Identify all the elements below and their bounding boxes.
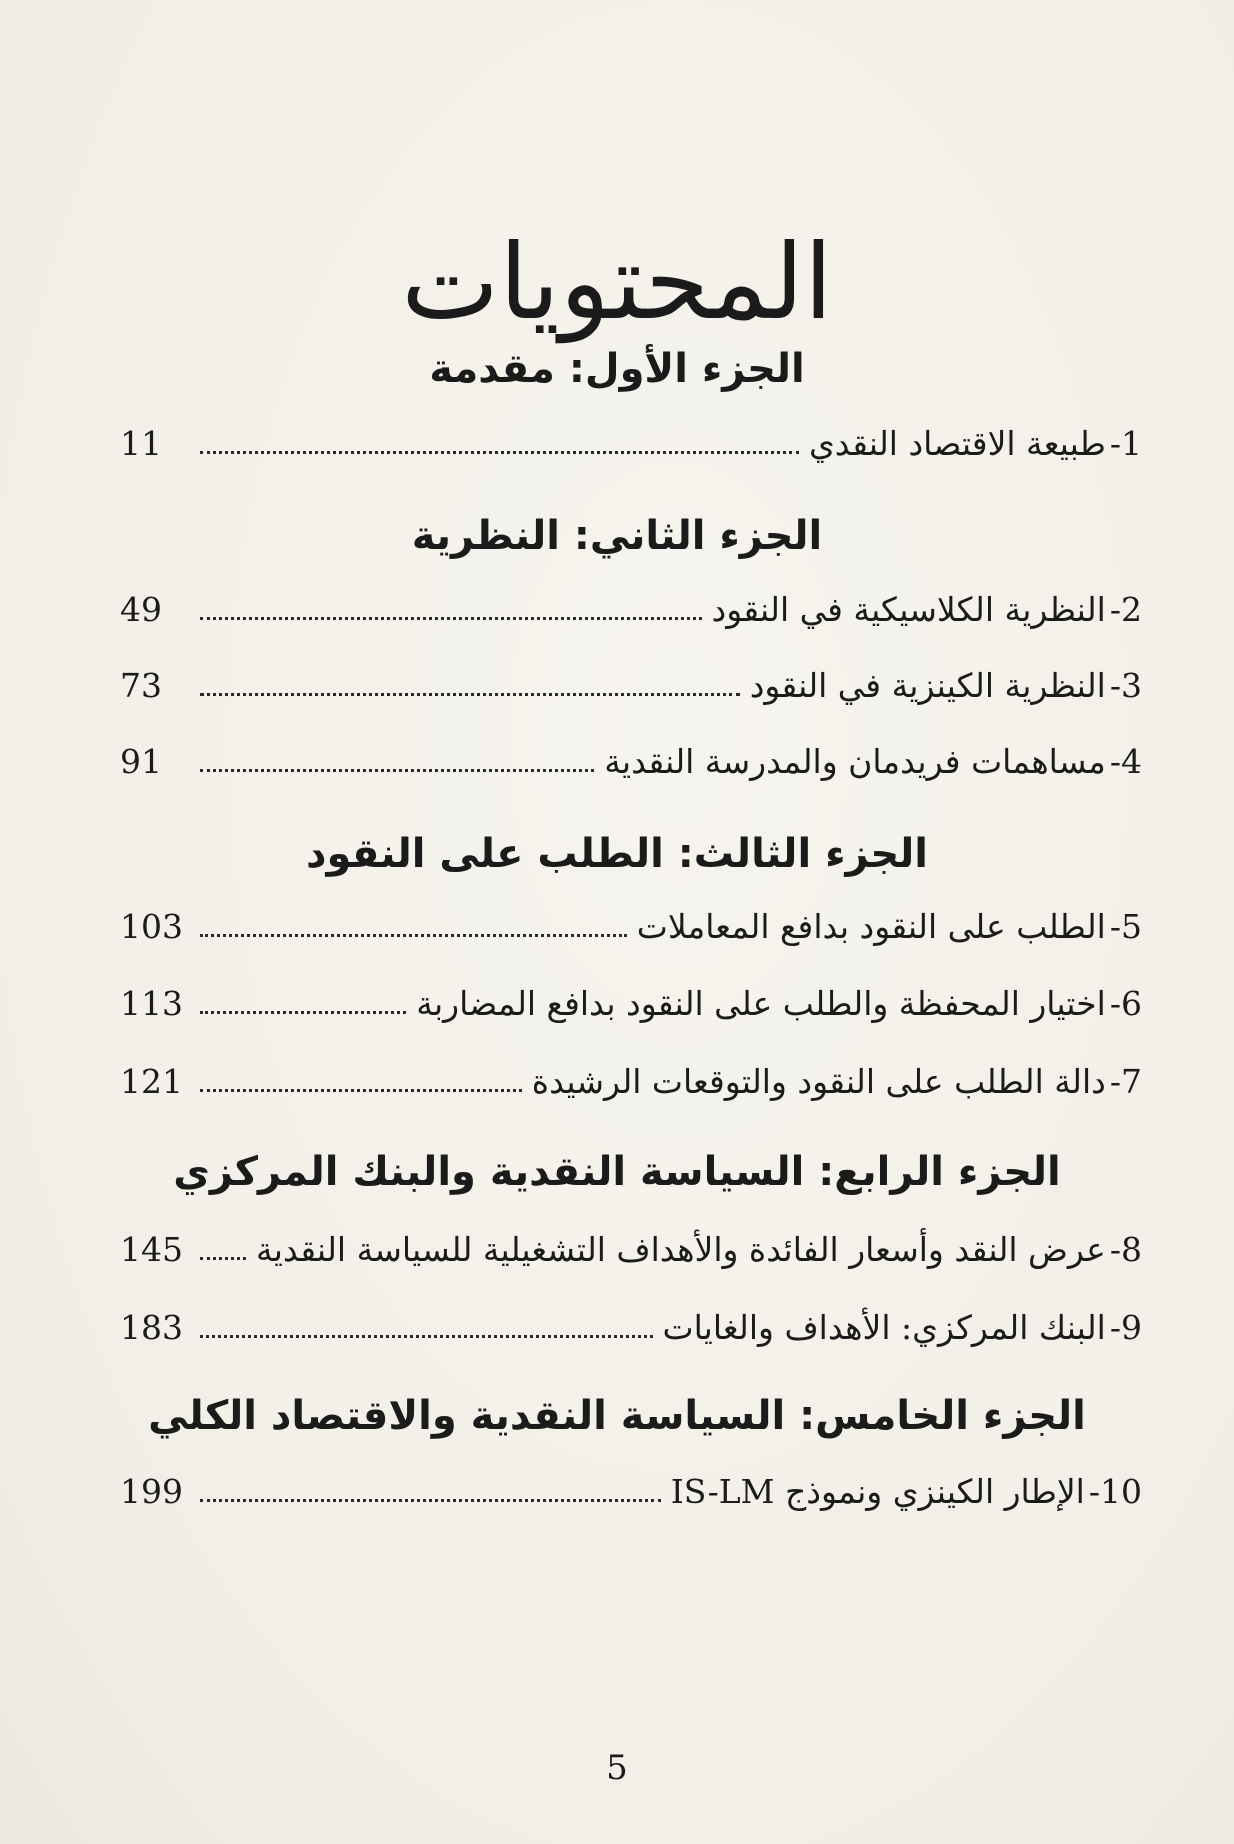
entry-title: النظرية الكلاسيكية في النقود bbox=[711, 590, 1106, 630]
dot-leader bbox=[200, 1257, 246, 1260]
entry-title: النظرية الكينزية في النقود bbox=[749, 666, 1106, 706]
entry-page-number: 113 bbox=[120, 984, 183, 1024]
entry-title: دالة الطلب على النقود والتوقعات الرشيدة bbox=[531, 1062, 1106, 1102]
entry-number: 4- bbox=[1109, 742, 1142, 782]
entry-number: 1- bbox=[1109, 424, 1142, 464]
dot-leader bbox=[200, 769, 594, 772]
toc-entry-8 bbox=[120, 1218, 1142, 1270]
dot-leader bbox=[200, 1011, 406, 1014]
entry-number: 10- bbox=[1088, 1472, 1142, 1512]
toc-entry-3 bbox=[120, 654, 1142, 706]
entry-number: 9- bbox=[1109, 1308, 1142, 1348]
dot-leader bbox=[200, 693, 740, 696]
entry-title: طبيعة الاقتصاد النقدي bbox=[808, 424, 1106, 464]
dot-leader bbox=[200, 1499, 661, 1502]
entry-title: مساهمات فريدمان والمدرسة النقدية bbox=[604, 742, 1106, 782]
toc-entry-6 bbox=[120, 972, 1142, 1024]
entry-page-number: 121 bbox=[120, 1062, 183, 1102]
part-heading-3: الجزء الثالث: الطلب على النقود bbox=[306, 831, 928, 877]
toc-entry-10 bbox=[120, 1460, 1142, 1512]
dot-leader bbox=[200, 617, 702, 620]
entry-page-number: 91 bbox=[120, 742, 162, 782]
part-heading-2: الجزء الثاني: النظرية bbox=[411, 513, 823, 559]
entry-title: الطلب على النقود بدافع المعاملات bbox=[636, 907, 1106, 947]
dot-leader bbox=[200, 1335, 653, 1338]
dot-leader bbox=[200, 1089, 522, 1092]
entry-page-number: 199 bbox=[120, 1472, 183, 1512]
entry-number: 3- bbox=[1109, 666, 1142, 706]
page-number: 5 bbox=[606, 1748, 628, 1788]
page-title: المحتويات bbox=[401, 221, 833, 343]
entry-number: 8- bbox=[1109, 1230, 1142, 1270]
dot-leader bbox=[200, 934, 627, 937]
entry-title: الإطار الكينزي ونموذج IS-LM bbox=[670, 1472, 1085, 1512]
toc-entry-1 bbox=[120, 412, 1142, 464]
toc-entry-9 bbox=[120, 1296, 1142, 1348]
toc-entry-2 bbox=[120, 578, 1142, 630]
entry-number: 6- bbox=[1109, 984, 1142, 1024]
entry-page-number: 11 bbox=[120, 424, 162, 464]
entry-page-number: 145 bbox=[120, 1230, 183, 1270]
entry-title: البنك المركزي: الأهداف والغايات bbox=[662, 1308, 1106, 1348]
part-heading-5: الجزء الخامس: السياسة النقدية والاقتصاد الكلي bbox=[148, 1393, 1086, 1439]
entry-number: 7- bbox=[1109, 1062, 1142, 1102]
entry-page-number: 103 bbox=[120, 907, 183, 947]
toc-entry-7 bbox=[120, 1050, 1142, 1102]
entry-number: 5- bbox=[1109, 907, 1142, 947]
toc-entry-5 bbox=[120, 895, 1142, 947]
dot-leader bbox=[200, 451, 799, 454]
entry-title: عرض النقد وأسعار الفائدة والأهداف التشغيلية للسياسة النقدية bbox=[256, 1230, 1106, 1270]
entry-number: 2- bbox=[1109, 590, 1142, 630]
part-heading-4: الجزء الرابع: السياسة النقدية والبنك المركزي bbox=[173, 1149, 1061, 1195]
entry-page-number: 49 bbox=[120, 590, 162, 630]
toc-entry-4 bbox=[120, 730, 1142, 782]
part-heading-1: الجزء الأول: مقدمة bbox=[429, 346, 805, 392]
entry-page-number: 183 bbox=[120, 1308, 183, 1348]
entry-page-number: 73 bbox=[120, 666, 162, 706]
entry-title: اختيار المحفظة والطلب على النقود بدافع المضاربة bbox=[416, 984, 1106, 1024]
